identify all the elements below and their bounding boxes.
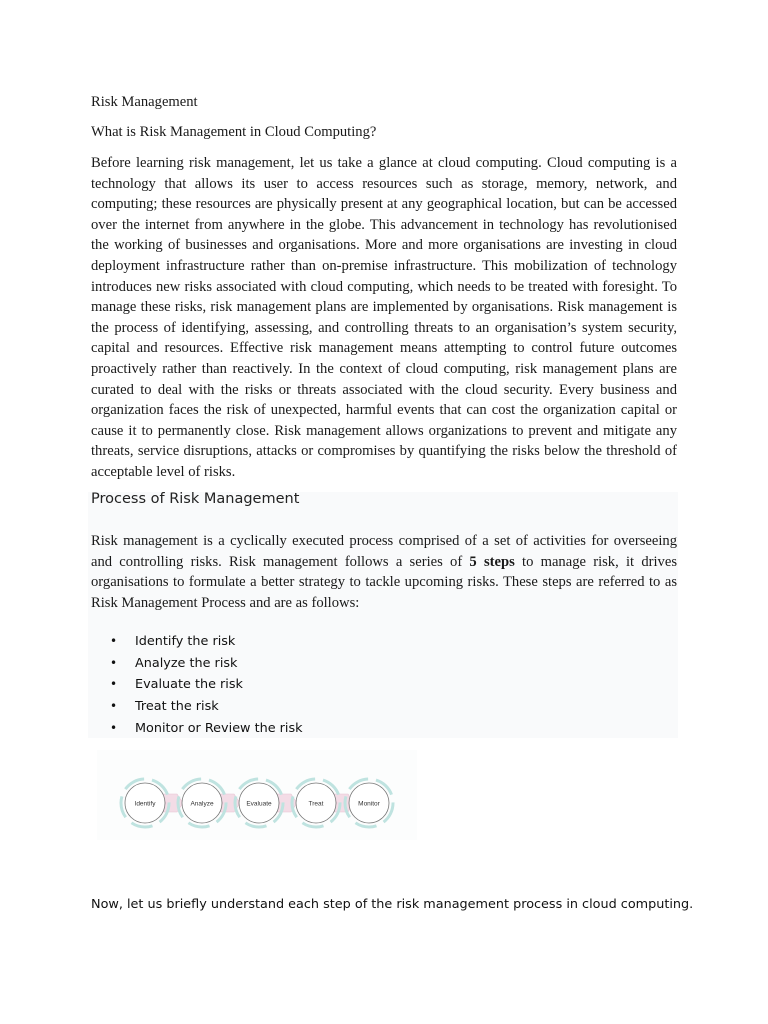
step-label: Identify (134, 800, 156, 808)
list-item (110, 719, 303, 741)
process-paragraph (91, 531, 677, 613)
section-heading: Process of Risk Management (91, 491, 300, 507)
step-label: Monitor (358, 800, 380, 808)
list-item-label: Analyze the risk (135, 655, 238, 671)
bullet-icon: • (110, 720, 118, 735)
list-item (110, 675, 303, 697)
intro-paragraph: Before learning risk management, let us take a glance at cloud computing. Cloud computing is a technology that allows its user to access resources such as storage, memory, network, and computing; these resources are physically present at any geographical location, but can be accessed over the internet from anywhere in the globe. This advancement in technology has revolutionised the working of businesses and organisations. More and more organisations are investing in cloud deployment infrastructure rather than on-premise infrastructure. This mobilization of technology introduces new risks associated with cloud computing, which needs to be treated with foresight. To manage these risks, risk management plans are implemented by organisations. Risk management is the process of identifying, assessing, and controlling threats to an organisation’s system security, capital and resources. Effective risk management means attempting to control future outcomes proactively rather than reactively. In the context of cloud computing, risk management plans are curated to deal with the risks or threats associated with the cloud security. Every business and organization faces the risk of unexpected, harmful events that can cost the organization capital or cause it to permanently close. Risk management allows organizations to prevent and mitigate any threats, service disruptions, attacks or compromises by quantifying the risks below the threshold of acceptable level of risks. (91, 155, 677, 480)
document-title: Risk Management (91, 94, 198, 110)
step-label: Evaluate (246, 800, 272, 808)
closing-line: Now, let us briefly understand each step of the risk management process in cloud computing. (91, 897, 694, 912)
list-item (110, 654, 303, 676)
steps-list (110, 632, 303, 740)
document-question: What is Risk Management in Cloud Computing? (91, 124, 377, 140)
list-item-label: Identify the risk (135, 634, 236, 649)
process-text-after: to manage risk, it drives organisations to formulate a better strategy to tackle upcoming risks. These steps are referred to as Risk Management Process and are as follows: (91, 553, 677, 611)
list-item-label: Treat the risk (135, 699, 219, 715)
process-text-before: Risk management is a cyclically executed process comprised of a set of activities for overseeing and controlling risks. Risk management follows a series of (91, 533, 677, 570)
bullet-icon: • (110, 634, 118, 648)
step-label: Treat (308, 800, 324, 808)
list-item-label: Evaluate the risk (135, 677, 243, 693)
list-item (110, 632, 303, 654)
bullet-icon: • (110, 655, 118, 670)
risk-process-diagram (97, 750, 417, 840)
bullet-icon: • (110, 677, 118, 692)
list-item (110, 697, 303, 719)
bullet-icon: • (110, 699, 118, 714)
process-text-bold: 5 steps (469, 553, 515, 570)
list-item-label: Monitor or Review the risk (135, 720, 303, 736)
step-label: Analyze (190, 800, 214, 808)
